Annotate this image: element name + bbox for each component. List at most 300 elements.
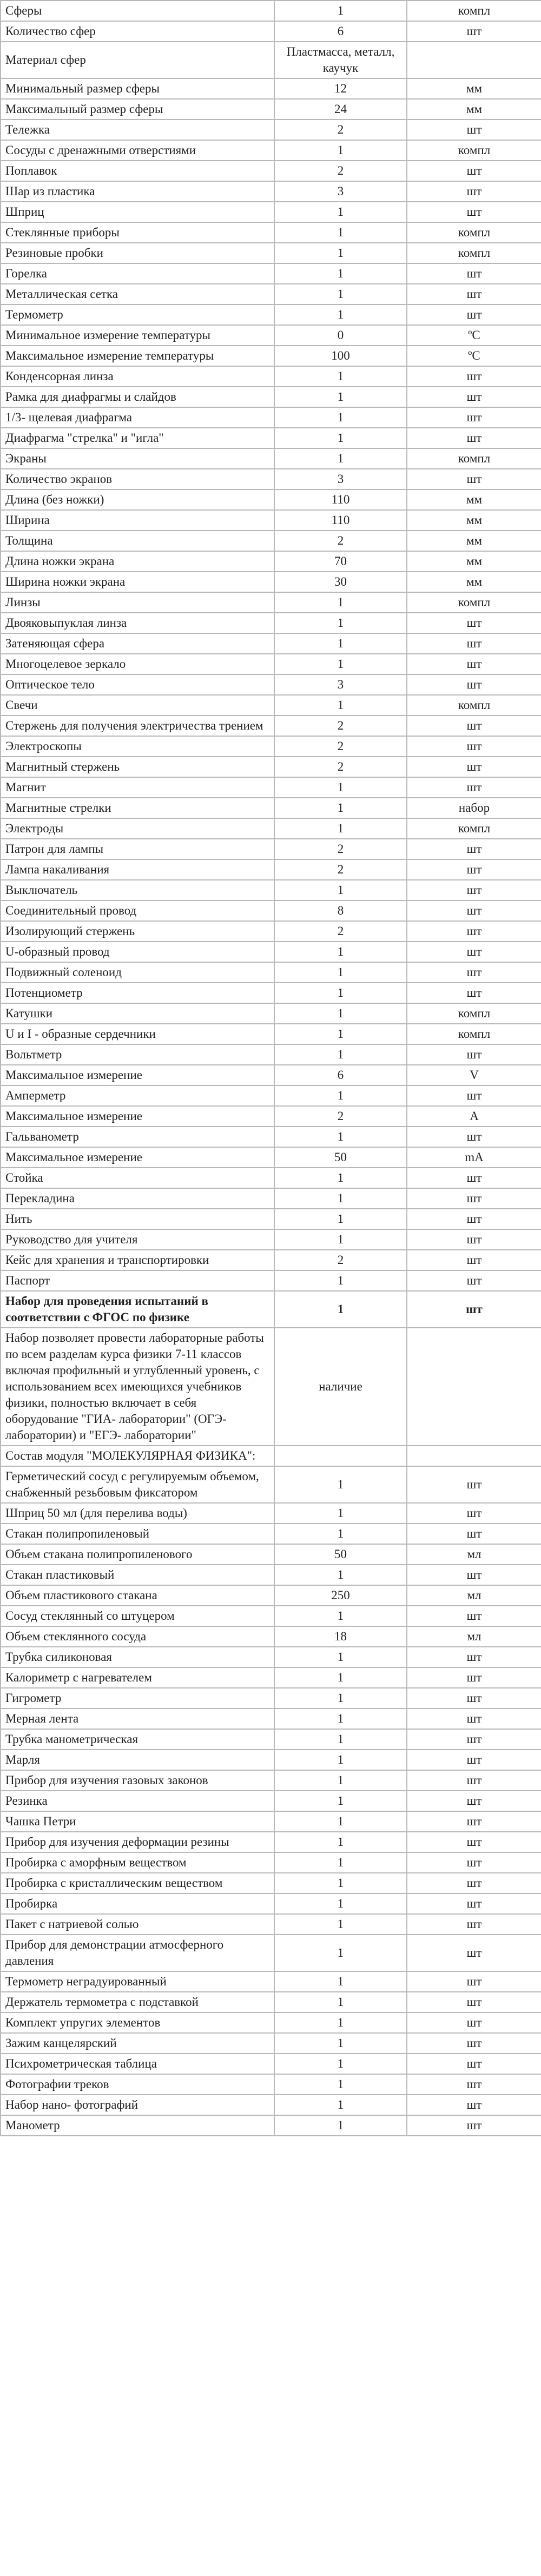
item-quantity-cell: 18 [274, 1626, 407, 1647]
item-name-cell: Нить [1, 1209, 274, 1229]
item-name-cell: Резиновые пробки [1, 243, 274, 263]
table-row [1, 407, 541, 428]
item-quantity-cell: 1 [274, 1024, 407, 1044]
item-quantity-cell: 12 [274, 78, 407, 99]
item-unit-cell: шт [407, 2074, 541, 2095]
item-quantity-cell: 2 [274, 859, 407, 880]
item-unit-cell: набор [407, 798, 541, 818]
item-name-cell: Набор позволяет провести лабораторные работы по всем разделам курса физики 7-11 классов включая профильный и углубленный уровень, с использованием всех имеющихся учебников физики, полностью включает в себя оборудование "ГИА- лаборатории" (ОГЭ- лаборатории) и "ЕГЭ- лаборатории" [1, 1328, 274, 1446]
item-quantity-cell: 2 [274, 120, 407, 140]
item-unit-cell: шт [407, 674, 541, 695]
item-quantity-cell: 1 [274, 2095, 407, 2115]
item-name-cell: Фотографии треков [1, 2074, 274, 2095]
item-quantity-cell: 1 [274, 1270, 407, 1291]
item-name-cell: Двояковыпуклая линза [1, 613, 274, 633]
item-unit-cell: шт [407, 1229, 541, 1250]
item-name-cell: Многоцелевое зеркало [1, 654, 274, 674]
item-name-cell: Толщина [1, 531, 274, 551]
table-row [1, 387, 541, 407]
item-name-cell: Рамка для диафрагмы и слайдов [1, 387, 274, 407]
item-unit-cell: шт [407, 284, 541, 304]
item-quantity-cell: 110 [274, 510, 407, 531]
item-name-cell: Кейс для хранения и транспортировки [1, 1250, 274, 1270]
item-unit-cell: шт [407, 1992, 541, 2012]
item-quantity-cell: 1 [274, 1708, 407, 1729]
item-quantity-cell: 1 [274, 1466, 407, 1503]
table-row [1, 1168, 541, 1188]
item-quantity-cell: 1 [274, 1188, 407, 1209]
table-row [1, 1544, 541, 1565]
item-unit-cell: шт [407, 1667, 541, 1688]
item-unit-cell: шт [407, 1250, 541, 1270]
item-name-cell: Вольтметр [1, 1044, 274, 1065]
item-quantity-cell: 1 [274, 2074, 407, 2095]
item-unit-cell: шт [407, 1770, 541, 1791]
item-unit-cell: компл [407, 695, 541, 716]
item-unit-cell: шт [407, 263, 541, 284]
item-unit-cell: шт [407, 1466, 541, 1503]
item-quantity-cell: 1 [274, 942, 407, 962]
item-name-cell: Тележка [1, 120, 274, 140]
table-row [1, 900, 541, 921]
item-quantity-cell: 1 [274, 1729, 407, 1750]
item-quantity-cell: 1 [274, 1852, 407, 1873]
item-name-cell: Длина (без ножки) [1, 489, 274, 510]
item-quantity-cell: 1 [274, 1811, 407, 1832]
item-quantity-cell: 30 [274, 572, 407, 592]
table-row [1, 325, 541, 346]
item-unit-cell: мм [407, 78, 541, 99]
table-row [1, 222, 541, 243]
item-quantity-cell: 70 [274, 551, 407, 572]
item-unit-cell: шт [407, 2054, 541, 2074]
item-unit-cell: мм [407, 510, 541, 531]
item-name-cell: Длина ножки экрана [1, 551, 274, 572]
table-row [1, 592, 541, 613]
table-row [1, 1024, 541, 1044]
item-name-cell: Выключатель [1, 880, 274, 900]
item-unit-cell: шт [407, 736, 541, 757]
item-name-cell: U и I - образные сердечники [1, 1024, 274, 1044]
item-quantity-cell: 1 [274, 880, 407, 900]
item-unit-cell: шт [407, 1811, 541, 1832]
table-row [1, 1852, 541, 1873]
item-name-cell: Сосуды с дренажными отверстиями [1, 140, 274, 161]
table-row [1, 921, 541, 942]
table-row [1, 1127, 541, 1147]
item-name-cell: 1/3- щелевая диафрагма [1, 407, 274, 428]
table-row [1, 859, 541, 880]
item-unit-cell: шт [407, 1270, 541, 1291]
item-name-cell: Электроды [1, 818, 274, 839]
item-unit-cell: шт [407, 900, 541, 921]
item-name-cell: Минимальное измерение температуры [1, 325, 274, 346]
item-unit-cell: компл [407, 448, 541, 469]
item-unit-cell: компл [407, 818, 541, 839]
table-row [1, 983, 541, 1003]
table-row [1, 1106, 541, 1127]
item-quantity-cell: 1 [274, 592, 407, 613]
item-name-cell: Электроскопы [1, 736, 274, 757]
table-row [1, 2074, 541, 2095]
table-row [1, 181, 541, 202]
item-name-cell: Количество экранов [1, 469, 274, 489]
item-quantity-cell: 1 [274, 1003, 407, 1024]
item-name-cell: Соединительный провод [1, 900, 274, 921]
item-unit-cell: шт [407, 1852, 541, 1873]
item-quantity-cell: 1 [274, 1168, 407, 1188]
item-quantity-cell: 1 [274, 304, 407, 325]
item-unit-cell: шт [407, 1729, 541, 1750]
item-unit-cell: шт [407, 1914, 541, 1935]
item-unit-cell: шт [407, 387, 541, 407]
item-quantity-cell: 1 [274, 1667, 407, 1688]
item-quantity-cell: 2 [274, 839, 407, 859]
table-row [1, 202, 541, 222]
item-name-cell: Патрон для лампы [1, 839, 274, 859]
item-name-cell: Стеклянные приборы [1, 222, 274, 243]
item-name-cell: Линзы [1, 592, 274, 613]
item-name-cell: Зажим канцелярский [1, 2033, 274, 2054]
item-name-cell: Шприц [1, 202, 274, 222]
item-name-cell: Прибор для изучения газовых законов [1, 1770, 274, 1791]
item-unit-cell: шт [407, 962, 541, 983]
item-quantity-cell: 1 [274, 2054, 407, 2074]
item-quantity-cell [274, 1446, 407, 1466]
table-row [1, 263, 541, 284]
item-unit-cell: шт [407, 1791, 541, 1811]
item-unit-cell: шт [407, 1044, 541, 1065]
item-unit-cell: компл [407, 243, 541, 263]
item-quantity-cell: наличие [274, 1328, 407, 1446]
item-unit-cell: мл [407, 1626, 541, 1647]
item-name-cell: Манометр [1, 2115, 274, 2136]
item-name-cell: Сферы [1, 1, 274, 21]
item-name-cell: Комплект упругих элементов [1, 2012, 274, 2033]
item-unit-cell: мм [407, 489, 541, 510]
item-unit-cell: компл [407, 592, 541, 613]
table-row [1, 1524, 541, 1544]
item-quantity-cell: 1 [274, 428, 407, 448]
item-quantity-cell: 1 [274, 1688, 407, 1708]
item-quantity-cell: 24 [274, 99, 407, 120]
table-row [1, 1270, 541, 1291]
item-quantity-cell: 2 [274, 736, 407, 757]
item-unit-cell [407, 42, 541, 78]
item-quantity-cell: 1 [274, 1992, 407, 2012]
item-unit-cell: шт [407, 1750, 541, 1770]
item-unit-cell: шт [407, 839, 541, 859]
item-quantity-cell: 250 [274, 1585, 407, 1606]
item-unit-cell: шт [407, 633, 541, 654]
table-row [1, 654, 541, 674]
item-quantity-cell: 1 [274, 1209, 407, 1229]
item-name-cell: Объем стеклянного сосуда [1, 1626, 274, 1647]
item-quantity-cell: 1 [274, 1606, 407, 1626]
item-unit-cell: шт [407, 1168, 541, 1188]
table-row [1, 1250, 541, 1270]
item-quantity-cell: 1 [274, 1503, 407, 1524]
item-unit-cell: шт [407, 1971, 541, 1992]
item-name-cell: Магнитные стрелки [1, 798, 274, 818]
item-name-cell: Ширина [1, 510, 274, 531]
table-row [1, 1585, 541, 1606]
table-row [1, 1, 541, 21]
item-name-cell: Максимальное измерение [1, 1065, 274, 1085]
table-row [1, 942, 541, 962]
table-row [1, 1085, 541, 1106]
item-quantity-cell: 1 [274, 1044, 407, 1065]
item-name-cell: Изолирующий стержень [1, 921, 274, 942]
item-quantity-cell: 1 [274, 798, 407, 818]
item-quantity-cell: 3 [274, 469, 407, 489]
item-name-cell: Руководство для учителя [1, 1229, 274, 1250]
item-quantity-cell: 1 [274, 1565, 407, 1585]
item-quantity-cell: 1 [274, 202, 407, 222]
item-name-cell: Стакан полипропиленовый [1, 1524, 274, 1544]
table-row [1, 1003, 541, 1024]
item-unit-cell: шт [407, 2033, 541, 2054]
item-name-cell: Сосуд стеклянный со штуцером [1, 1606, 274, 1626]
item-unit-cell: шт [407, 2095, 541, 2115]
item-unit-cell: шт [407, 716, 541, 736]
item-unit-cell: шт [407, 469, 541, 489]
table-row [1, 1188, 541, 1209]
item-unit-cell: шт [407, 1127, 541, 1147]
table-row [1, 1935, 541, 1971]
item-unit-cell [407, 1328, 541, 1446]
item-quantity-cell: 1 [274, 1770, 407, 1791]
table-row [1, 1992, 541, 2012]
item-unit-cell: шт [407, 859, 541, 880]
item-unit-cell: шт [407, 983, 541, 1003]
item-unit-cell: mA [407, 1147, 541, 1168]
item-unit-cell: мм [407, 531, 541, 551]
item-quantity-cell: 1 [274, 366, 407, 387]
table-row [1, 1565, 541, 1585]
table-row [1, 839, 541, 859]
table-row [1, 1971, 541, 1992]
item-quantity-cell: 1 [274, 1893, 407, 1914]
item-unit-cell: мм [407, 99, 541, 120]
item-unit-cell: шт [407, 1708, 541, 1729]
item-unit-cell: компл [407, 222, 541, 243]
item-name-cell: Ширина ножки экрана [1, 572, 274, 592]
item-quantity-cell: 1 [274, 2012, 407, 2033]
item-unit-cell: ºС [407, 346, 541, 366]
item-unit-cell: компл [407, 1024, 541, 1044]
item-quantity-cell: 50 [274, 1544, 407, 1565]
table-row [1, 2115, 541, 2136]
item-unit-cell: шт [407, 613, 541, 633]
item-name-cell: Магнит [1, 777, 274, 798]
table-row [1, 284, 541, 304]
item-unit-cell: шт [407, 1565, 541, 1585]
item-name-cell: Магнитный стержень [1, 757, 274, 777]
table-row [1, 1446, 541, 1466]
item-unit-cell: шт [407, 942, 541, 962]
item-quantity-cell: 1 [274, 613, 407, 633]
item-quantity-cell: 1 [274, 1291, 407, 1328]
table-row [1, 2012, 541, 2033]
item-unit-cell: шт [407, 1688, 541, 1708]
item-quantity-cell: 1 [274, 1791, 407, 1811]
item-name-cell: Подвижный соленоид [1, 962, 274, 983]
item-quantity-cell: 1 [274, 2115, 407, 2136]
item-name-cell: Мерная лента [1, 1708, 274, 1729]
table-row [1, 551, 541, 572]
item-name-cell: Стакан пластиковый [1, 1565, 274, 1585]
item-quantity-cell: 1 [274, 1127, 407, 1147]
item-unit-cell: шт [407, 428, 541, 448]
item-quantity-cell: 1 [274, 243, 407, 263]
item-quantity-cell: 2 [274, 161, 407, 181]
item-quantity-cell: 1 [274, 633, 407, 654]
item-name-cell: Пакет с натриевой солью [1, 1914, 274, 1935]
item-name-cell: Диафрагма "стрелка" и "игла" [1, 428, 274, 448]
table-row [1, 1811, 541, 1832]
item-name-cell: Герметический сосуд с регулируемым объемом, снабженный резьбовым фиксатором [1, 1466, 274, 1503]
item-quantity-cell: 1 [274, 1229, 407, 1250]
item-unit-cell: шт [407, 1893, 541, 1914]
item-unit-cell: шт [407, 654, 541, 674]
table-row [1, 1832, 541, 1852]
item-quantity-cell: 1 [274, 1524, 407, 1544]
table-row [1, 1667, 541, 1688]
item-name-cell: Паспорт [1, 1270, 274, 1291]
table-row [1, 1708, 541, 1729]
table-row [1, 1791, 541, 1811]
item-quantity-cell: 100 [274, 346, 407, 366]
item-quantity-cell: 1 [274, 2033, 407, 2054]
item-name-cell: Амперметр [1, 1085, 274, 1106]
table-row [1, 99, 541, 120]
item-quantity-cell: 2 [274, 1106, 407, 1127]
item-name-cell: Оптическое тело [1, 674, 274, 695]
item-quantity-cell: 1 [274, 1832, 407, 1852]
table-row [1, 1229, 541, 1250]
item-quantity-cell: 1 [274, 962, 407, 983]
table-row [1, 1466, 541, 1503]
table-row [1, 2033, 541, 2054]
item-unit-cell [407, 1446, 541, 1466]
item-quantity-cell: 1 [274, 222, 407, 243]
item-unit-cell: мл [407, 1544, 541, 1565]
item-unit-cell: шт [407, 366, 541, 387]
item-quantity-cell: 1 [274, 695, 407, 716]
table-row [1, 243, 541, 263]
item-quantity-cell: 1 [274, 1750, 407, 1770]
item-name-cell: Прибор для демонстрации атмосферного давления [1, 1935, 274, 1971]
table-row [1, 2095, 541, 2115]
table-row [1, 366, 541, 387]
table-row [1, 469, 541, 489]
item-quantity-cell: 1 [274, 1914, 407, 1935]
table-row [1, 1873, 541, 1893]
table-row [1, 448, 541, 469]
item-name-cell: Поплавок [1, 161, 274, 181]
item-quantity-cell: 3 [274, 181, 407, 202]
item-unit-cell: шт [407, 407, 541, 428]
item-name-cell: Термометр неградуированный [1, 1971, 274, 1992]
item-unit-cell: шт [407, 2115, 541, 2136]
item-name-cell: Перекладина [1, 1188, 274, 1209]
item-name-cell: Конденсорная линза [1, 366, 274, 387]
item-name-cell: Набор для проведения испытаний в соответствии с ФГОС по физике [1, 1291, 274, 1328]
item-quantity-cell: 1 [274, 1873, 407, 1893]
item-unit-cell: шт [407, 1647, 541, 1667]
table-row [1, 1688, 541, 1708]
item-quantity-cell: 110 [274, 489, 407, 510]
table-row [1, 1750, 541, 1770]
table-row [1, 1647, 541, 1667]
table-row [1, 695, 541, 716]
item-name-cell: Пробирка с аморфным веществом [1, 1852, 274, 1873]
item-name-cell: Стержень для получения электричества трением [1, 716, 274, 736]
item-quantity-cell: 1 [274, 1935, 407, 1971]
item-unit-cell: мм [407, 551, 541, 572]
item-unit-cell: шт [407, 1188, 541, 1209]
item-quantity-cell: 1 [274, 1971, 407, 1992]
table-row [1, 140, 541, 161]
item-quantity-cell: 1 [274, 140, 407, 161]
item-name-cell: Трубка силиконовая [1, 1647, 274, 1667]
item-name-cell: Пробирка [1, 1893, 274, 1914]
item-unit-cell: шт [407, 304, 541, 325]
item-unit-cell: шт [407, 1832, 541, 1852]
item-name-cell: Калориметр с нагревателем [1, 1667, 274, 1688]
item-name-cell: Металлическая сетка [1, 284, 274, 304]
table-row [1, 1328, 541, 1446]
item-name-cell: Материал сфер [1, 42, 274, 78]
item-name-cell: Катушки [1, 1003, 274, 1024]
item-unit-cell: шт [407, 1606, 541, 1626]
item-name-cell: Стойка [1, 1168, 274, 1188]
item-unit-cell: ºС [407, 325, 541, 346]
item-name-cell: Трубка манометрическая [1, 1729, 274, 1750]
item-unit-cell: мм [407, 572, 541, 592]
table-row [1, 531, 541, 551]
item-unit-cell: шт [407, 1085, 541, 1106]
table-row [1, 1209, 541, 1229]
item-name-cell: Пробирка с кристаллическим веществом [1, 1873, 274, 1893]
item-name-cell: U-образный провод [1, 942, 274, 962]
item-name-cell: Затеняющая сфера [1, 633, 274, 654]
table-row [1, 1770, 541, 1791]
table-row [1, 304, 541, 325]
item-name-cell: Экраны [1, 448, 274, 469]
item-quantity-cell: 6 [274, 21, 407, 42]
item-quantity-cell: 1 [274, 818, 407, 839]
item-quantity-cell: Пластмасса, металл, каучук [274, 42, 407, 78]
table-row [1, 1044, 541, 1065]
table-row [1, 1893, 541, 1914]
item-unit-cell: шт [407, 1291, 541, 1328]
item-quantity-cell: 3 [274, 674, 407, 695]
item-unit-cell: мл [407, 1585, 541, 1606]
item-quantity-cell: 1 [274, 654, 407, 674]
item-quantity-cell: 1 [274, 407, 407, 428]
item-unit-cell: шт [407, 757, 541, 777]
table-row [1, 1606, 541, 1626]
table-row [1, 489, 541, 510]
item-unit-cell: компл [407, 1, 541, 21]
item-quantity-cell: 1 [274, 387, 407, 407]
item-name-cell: Потенциометр [1, 983, 274, 1003]
table-row [1, 42, 541, 78]
item-quantity-cell: 1 [274, 284, 407, 304]
item-unit-cell: шт [407, 181, 541, 202]
